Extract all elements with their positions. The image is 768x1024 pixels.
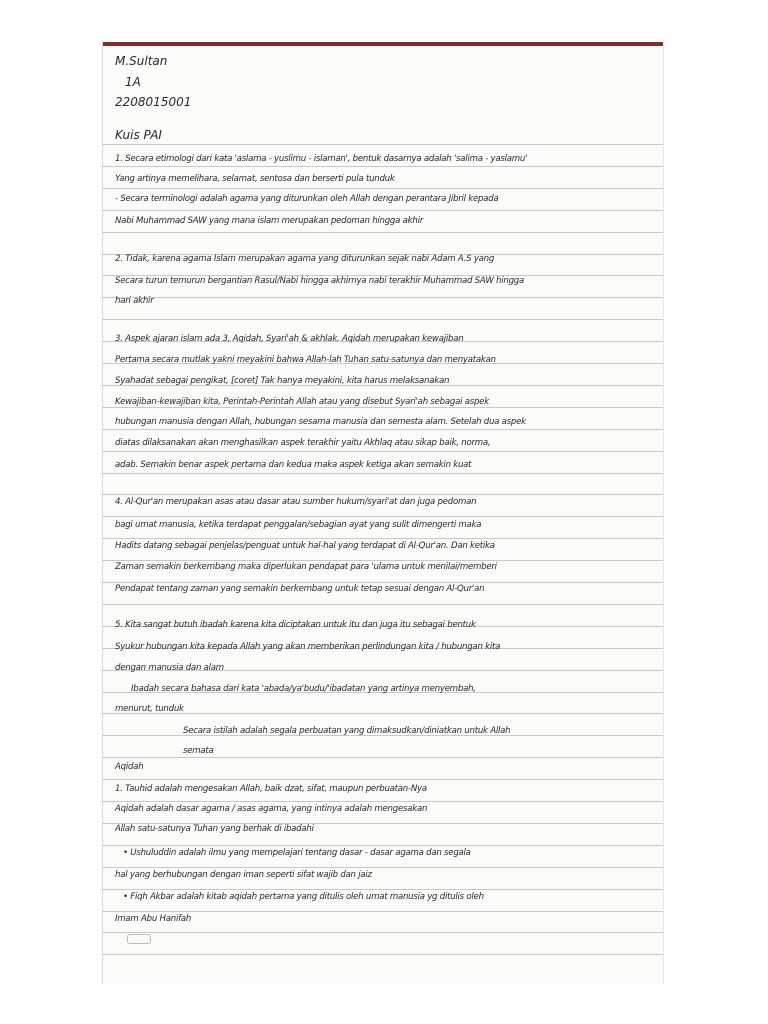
rule-line — [103, 232, 663, 233]
handwritten-line: Pendapat tentang zaman yang semakin berkembang untuk tetap sesuai dengan Al-Qur'an — [115, 584, 485, 594]
rule-line — [103, 713, 663, 714]
rule-line — [103, 845, 663, 846]
rule-line — [103, 494, 663, 495]
rule-line — [103, 429, 663, 430]
rule-line — [103, 297, 663, 298]
rule-line — [103, 779, 663, 780]
handwritten-line: Secara turun temurun bergantian Rasul/Nabi hingga akhirnya nabi terakhir Muhammad SAW hingga — [115, 276, 525, 286]
handwritten-line: 2. Tidak, karena agama Islam merupakan agama yang diturunkan sejak nabi Adam A.S yang — [115, 254, 495, 264]
rule-line — [103, 932, 663, 933]
handwritten-line: - Secara terminologi adalah agama yang diturunkan oleh Allah dengan perantara Jibril kepada — [115, 194, 499, 204]
handwritten-line: Allah satu-satunya Tuhan yang berhak di ibadahi — [115, 824, 314, 834]
student-id: 2208015001 — [115, 95, 192, 109]
handwritten-line: Aqidah — [115, 762, 144, 772]
handwritten-line: Yang artinya memelihara, selamat, sentosa dan berserti pula tunduk — [115, 174, 395, 184]
student-name: M.Sultan — [115, 54, 168, 68]
handwritten-line: 4. Al-Qur'an merupakan asas atau dasar atau sumber hukum/syari'at dan juga pedoman — [115, 497, 477, 507]
handwritten-line: bagi umat manusia, ketika terdapat penggalan/sebagian ayat yang sulit dimengerti maka — [115, 520, 482, 530]
handwritten-line: Syukur hubungan kita kepada Allah yang akan memberikan perlindungan kita / hubungan kita — [115, 642, 501, 652]
rule-line — [103, 166, 663, 167]
handwritten-line: hubungan manusia dengan Allah, hubungan sesama manusia dan semesta alam. Setelah dua aspek — [115, 417, 526, 427]
handwritten-line: Aqidah adalah dasar agama / asas agama, yang intinya adalah mengesakan — [115, 804, 428, 814]
handwritten-line: 5. Kita sangat butuh ibadah karena kita diciptakan untuk itu dan juga itu sebagai bentuk — [115, 620, 476, 630]
handwritten-line: Nabi Muhammad SAW yang mana islam merupakan pedoman hingga akhir — [115, 216, 423, 226]
handwritten-line: Secara istilah adalah segala perbuatan yang dimaksudkan/diniatkan untuk Allah — [183, 726, 511, 736]
rule-line — [103, 516, 663, 517]
handwritten-line: Hadits datang sebagai penjelas/penguat untuk hal-hal yang terdapat di Al-Qur'an. Dan ketika — [115, 541, 495, 551]
handwritten-line: 1. Secara etimologi dari kata 'aslama - yuslimu - islaman', bentuk dasarnya adalah 'salima - yaslamu' — [115, 154, 528, 164]
handwritten-line: • Ushuluddin adalah ilmu yang mempelajari tentang dasar - dasar agama dan segala — [123, 848, 471, 858]
handwritten-line: semata — [183, 746, 214, 756]
rule-line — [103, 473, 663, 474]
handwritten-line: dengan manusia dan alam — [115, 663, 224, 673]
rule-line — [103, 560, 663, 561]
rule-line — [103, 911, 663, 912]
handwritten-line: diatas dilaksanakan akan menghasilkan aspek terakhir yaitu Akhlaq atau sikap baik, norma, — [115, 438, 491, 448]
handwritten-line: Zaman semakin berkembang maka diperlukan pendapat para 'ulama untuk menilai/memberi — [115, 562, 497, 572]
handwritten-line: hari akhir — [115, 296, 154, 306]
rule-line — [103, 954, 663, 955]
rule-line — [103, 319, 663, 320]
rule-line — [103, 210, 663, 211]
quiz-title: Kuis PAI — [115, 128, 162, 142]
rule-line — [103, 451, 663, 452]
rule-line — [103, 144, 663, 145]
handwritten-line: 3. Aspek ajaran islam ada 3, Aqidah, Syari'ah & akhlak. Aqidah merupakan kewajiban — [115, 334, 464, 344]
notebook-page — [103, 42, 663, 984]
page-footer-mark — [127, 934, 151, 944]
rule-line — [103, 538, 663, 539]
handwritten-line: Syahadat sebagai pengikat, [coret] Tak hanya meyakini, kita harus melaksanakan — [115, 376, 450, 386]
rule-line — [103, 867, 663, 868]
rule-line — [103, 604, 663, 605]
rule-line — [103, 889, 663, 890]
handwritten-line: adab. Semakin benar aspek pertama dan kedua maka aspek ketiga akan semakin kuat — [115, 460, 472, 470]
handwritten-line: hal yang berhubungan dengan iman seperti sifat wajib dan jaiz — [115, 870, 372, 880]
rule-line — [103, 757, 663, 758]
handwritten-line: Kewajiban-kewajiban kita, Perintah-Perintah Allah atau yang disebut Syari'ah sebagai aspek — [115, 397, 489, 407]
rule-line — [103, 582, 663, 583]
handwritten-line: 1. Tauhid adalah mengesakan Allah, baik dzat, sifat, maupun perbuatan-Nya — [115, 784, 427, 794]
handwritten-line: Pertama secara mutlak yakni meyakini bahwa Allah-lah Tuhan satu-satunya dan menyatakan — [115, 355, 496, 365]
handwritten-line: Imam Abu Hanifah — [115, 914, 192, 924]
handwritten-line: • Fiqh Akbar adalah kitab aqidah pertama yang ditulis oleh umat manusia yg ditulis oleh — [123, 892, 484, 902]
rule-line — [103, 801, 663, 802]
rule-line — [103, 188, 663, 189]
handwritten-line: Ibadah secara bahasa dari kata 'abada/ya'budu/'ibadatan yang artinya menyembah, — [131, 684, 476, 694]
student-class: 1A — [125, 75, 141, 89]
handwritten-line: menurut, tunduk — [115, 704, 184, 714]
